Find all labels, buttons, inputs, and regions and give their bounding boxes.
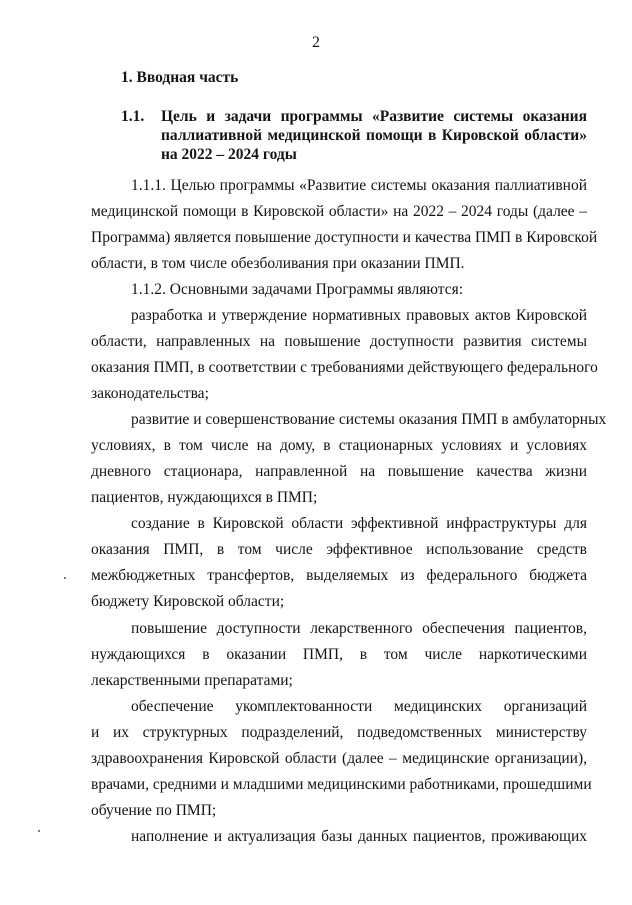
paragraph-line: 1.1.1. Целью программы «Развитие системы оказания паллиативной <box>131 177 587 194</box>
paragraph-line: пациентов, нуждающихся в ПМП; <box>91 489 318 506</box>
paragraph-line: обеспечение укомплектованности медицинских организаций <box>131 698 587 715</box>
paragraph-line: обучение по ПМП; <box>91 802 217 819</box>
scan-speck <box>38 830 40 832</box>
paragraph-line: повышение доступности лекарственного обеспечения пациентов, <box>131 620 587 637</box>
paragraph-line: бюджету Кировской области; <box>91 593 285 610</box>
paragraph-line: оказания ПМП, в соответствии с требованиями действующего федерального <box>91 359 598 376</box>
paragraph-line: дневного стационара, направленной на повышение качества жизни <box>91 463 587 480</box>
paragraph-line: лекарственными препаратами; <box>91 672 293 689</box>
paragraph-line: развитие и совершенствование системы оказания ПМП в амбулаторных <box>131 411 607 428</box>
subsection-title-line: паллиативной медицинской помощи в Кировской области» <box>161 127 587 144</box>
paragraph-line: врачами, средними и младшими медицинскими работниками, прошедшими <box>91 776 592 793</box>
paragraph-line: области, направленных на повышение доступности развития системы <box>91 333 587 350</box>
paragraph-line: законодательства; <box>91 385 209 402</box>
paragraph-line: Программа) является повышение доступности и качества ПМП в Кировской <box>91 229 598 246</box>
paragraph-line: условиях, в том числе на дому, в стационарных условиях и условиях <box>91 437 587 454</box>
paragraph-line: разработка и утверждение нормативных правовых актов Кировской <box>131 307 587 324</box>
scan-speck <box>64 577 66 579</box>
paragraph-line: нуждающихся в оказании ПМП, в том числе наркотическими <box>91 646 587 663</box>
subsection-title-line: на 2022 – 2024 годы <box>161 146 297 163</box>
paragraph-line: создание в Кировской области эффективной инфраструктуры для <box>131 515 587 532</box>
paragraph-line: оказания ПМП, в том числе эффективное использование средств <box>91 541 587 558</box>
paragraph-line: области, в том числе обезболивания при оказании ПМП. <box>91 255 465 272</box>
paragraph-line: медицинской помощи в Кировской области» на 2022 – 2024 годы (далее – <box>91 203 587 220</box>
paragraph-line: здравоохранения Кировской области (далее – медицинские организации), <box>91 750 587 767</box>
paragraph-line: наполнение и актуализация базы данных пациентов, проживающих <box>131 828 587 845</box>
subsection-number: 1.1. <box>121 108 145 125</box>
page-number: 2 <box>312 34 320 51</box>
paragraph-line: межбюджетных трансфертов, выделяемых из федерального бюджета <box>91 567 587 584</box>
subsection-title-line: Цель и задачи программы «Развитие системы оказания <box>161 108 587 125</box>
paragraph-line: и их структурных подразделений, подведомственных министерству <box>91 724 587 741</box>
paragraph-line: 1.1.2. Основными задачами Программы являются: <box>131 281 464 298</box>
section-heading: 1. Вводная часть <box>121 69 239 86</box>
